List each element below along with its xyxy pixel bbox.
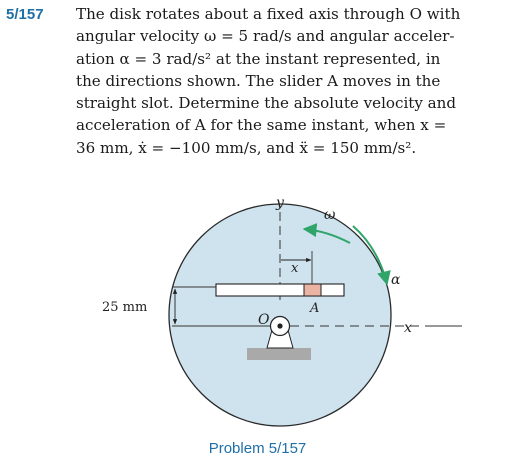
alpha-label: α bbox=[391, 272, 401, 288]
figure-caption: Problem 5/157 bbox=[208, 440, 307, 457]
rotating-disk bbox=[169, 204, 391, 426]
pivot-center bbox=[277, 323, 282, 328]
problem-number: 5/157 bbox=[6, 6, 44, 23]
offset-dimension-label: 25 mm bbox=[102, 300, 148, 315]
slider-block bbox=[304, 284, 321, 296]
slider-label: A bbox=[310, 301, 320, 316]
problem-line: acceleration of A for the same instant, when x = bbox=[76, 116, 447, 135]
omega-label: ω bbox=[324, 207, 336, 223]
x-axis-label: x bbox=[404, 320, 412, 336]
problem-line: angular velocity ω = 5 rad/s and angular acceler- bbox=[76, 27, 455, 46]
problem-line: The disk rotates about a fixed axis through O with bbox=[76, 5, 461, 23]
problem-line: straight slot. Determine the absolute velocity and bbox=[76, 94, 457, 113]
ground-support bbox=[247, 348, 311, 360]
y-axis-label: y bbox=[276, 195, 284, 211]
x-dimension-label: x bbox=[291, 261, 299, 276]
problem-line: the directions shown. The slider A moves in the bbox=[76, 71, 441, 90]
origin-label: O bbox=[258, 312, 270, 328]
problem-line: ation α = 3 rad/s² at the instant represented, in bbox=[76, 49, 441, 68]
straight-slot bbox=[216, 284, 344, 296]
problem-line: 36 mm, ẋ = −100 mm/s, and ẍ = 150 mm/s². bbox=[76, 138, 417, 157]
